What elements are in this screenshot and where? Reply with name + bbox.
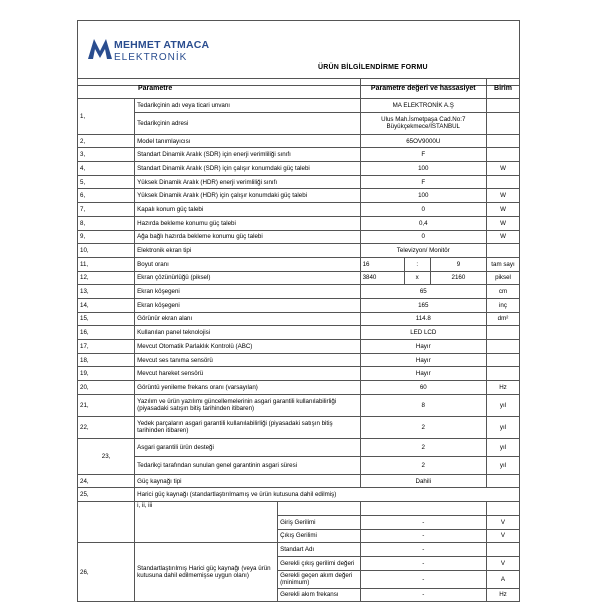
table-row [78,162,520,176]
row-unit: Hz [486,381,519,395]
table-row [78,312,520,326]
row-label: Mevcut hareket sensörü [135,367,360,381]
row-label: Mevcut Otomatik Parlaklık Kontrolü (ABC) [135,340,360,354]
table-row [78,456,520,474]
logo-line-2: ELEKTRONİK [114,52,188,63]
table-row [78,353,520,367]
row-unit: W [486,189,519,203]
row-unit: inç [486,298,519,312]
table-row [78,134,520,148]
logo-mark-icon [88,39,112,59]
row-value: 60 [360,381,486,395]
row-number: 22, [78,416,135,438]
row-number: 3, [78,148,135,162]
row-label: Tedarikçi tarafından sunulan genel garantinin asgari süresi [135,456,360,474]
row-value: 8 [360,394,486,416]
row-sub-label: i, ii, iii [135,502,278,543]
row-value: 0 [360,230,486,244]
table-row [78,112,520,134]
row-value: Dahili [360,474,486,488]
row-number: 21, [78,394,135,416]
table-header-row [78,79,520,99]
table-row [78,244,520,258]
row-value-2: 9 [430,257,486,271]
row-label: Yedek parçaların asgari garantili kullanılabilirliği (piyasadaki satışın bitiş tarihinden itibaren) [135,416,360,438]
row-label: Ekran köşegeni [135,285,360,299]
row-label: Ekran çözünürlüğü (piksel) [135,271,360,285]
row-value: 114.8 [360,312,486,326]
row-unit: W [486,216,519,230]
row-number: 17, [78,340,135,354]
table-row [78,502,520,516]
row-label: Tedarikçinin adı veya ticari unvanı [135,99,360,113]
row-value: Ulus Mah.İsmetpaşa Cad.No:7 Büyükçekmece/İSTANBUL [360,112,486,134]
row-number: 13, [78,285,135,299]
row-label: Tedarikçinin adresi [135,112,360,134]
table-row [78,148,520,162]
row-value: - [360,543,486,557]
row-unit: piksel [486,271,519,285]
table-row [78,340,520,354]
row-number: 8, [78,216,135,230]
row-label: Harici güç kaynağı (standartlaştırılmamış ve ürün kutusuna dahil edilmiş) [135,488,520,502]
row-label: Standart Adı [278,543,360,557]
row-unit: V [486,529,519,543]
row-unit: yıl [486,438,519,456]
row-value: 0,4 [360,216,486,230]
row-label: Standart Dinamik Aralık (SDR) için çalışır konumdaki güç talebi [135,162,360,176]
table-row [78,175,520,189]
row-unit: yıl [486,416,519,438]
row-label: Ağa bağlı hazırda bekleme konumu güç talebi [135,230,360,244]
row-label: Hazırda bekleme konumu güç talebi [135,216,360,230]
header-parametre: Parametre [78,79,361,99]
table-row [78,298,520,312]
table-row [78,230,520,244]
table-row [78,285,520,299]
row-label: Boyut oranı [135,257,360,271]
row-number: 14, [78,298,135,312]
row-unit: cm [486,285,519,299]
row-unit: tam sayı [486,257,519,271]
row-value: 65OV9000U [360,134,486,148]
row-number: 18, [78,353,135,367]
row-label: Elektronik ekran tipi [135,244,360,258]
row-value: 0 [360,203,486,217]
row-value: 100 [360,189,486,203]
row-number: 20, [78,381,135,395]
table-row [78,488,520,502]
row-number: 15, [78,312,135,326]
row-label: Asgari garantili ürün desteği [135,438,360,456]
row-label: Çıkış Gerilimi [278,529,360,543]
row-value: Hayır [360,367,486,381]
row-value-1: 16 [360,257,404,271]
table-row [78,203,520,217]
row-value: Televizyon/ Monitör [360,244,486,258]
table-row [78,438,520,456]
row-value: LED LCD [360,326,486,340]
row-label: Standartlaştırılmış Harici güç kaynağı (veya ürün kutusuna dahil edilmemişse uygun olanı) [135,543,278,602]
row-value: 65 [360,285,486,299]
row-unit: V [486,556,519,570]
row-number: 5, [78,175,135,189]
row-unit: V [486,515,519,529]
row-number: 26, [78,543,135,602]
row-value-1: 3840 [360,271,404,285]
row-value: - [360,588,486,602]
row-value: Hayır [360,353,486,367]
row-unit: yıl [486,394,519,416]
row-label: Yüksek Dinamik Aralık (HDR) enerji verimliliği sınıfı [135,175,360,189]
row-number: 11, [78,257,135,271]
row-value-separator: : [404,257,430,271]
row-number: 1, [78,99,135,135]
row-value: - [360,515,486,529]
row-label: Yüksek Dinamik Aralık (HDR) için çalışır konumdaki güç talebi [135,189,360,203]
row-number: 7, [78,203,135,217]
row-label: Mevcut ses tanıma sensörü [135,353,360,367]
table-row [78,326,520,340]
table-row [78,367,520,381]
table-row [78,216,520,230]
header-deger: Parametre değeri ve hassasiyet [360,79,486,99]
row-unit: W [486,162,519,176]
row-unit: dm² [486,312,519,326]
row-value-2: 2160 [430,271,486,285]
row-number: 23, [78,438,135,474]
row-label: Yazılım ve ürün yazılımı güncellemelerinin asgari garantili kullanılabilirliği (piyasadaki satışın bitiş tarihinden itibaren) [135,394,360,416]
row-label: Gerekli çıkış gerilimi değeri [278,556,360,570]
table-row [78,99,520,113]
row-value: 165 [360,298,486,312]
row-number: 4, [78,162,135,176]
row-number: 2, [78,134,135,148]
row-unit: W [486,203,519,217]
table-row [78,416,520,438]
row-label: Görünür ekran alanı [135,312,360,326]
row-value: F [360,148,486,162]
table-row [78,381,520,395]
row-unit: Hz [486,588,519,602]
row-value: 2 [360,438,486,456]
product-info-table [77,78,520,602]
row-number: 9, [78,230,135,244]
row-value: 2 [360,456,486,474]
row-number: 16, [78,326,135,340]
company-logo [88,35,228,75]
row-unit: W [486,230,519,244]
header-birim: Birim [486,79,519,99]
row-value: Hayır [360,340,486,354]
row-value: MA ELEKTRONİK A.Ş [360,99,486,113]
row-label: Ekran köşegeni [135,298,360,312]
row-label: Giriş Gerilimi [278,515,360,529]
row-value: - [360,556,486,570]
row-value: 100 [360,162,486,176]
table-row [78,271,520,285]
table-row [78,474,520,488]
table-row [78,189,520,203]
row-number: 25, [78,488,135,502]
row-label: Kapalı konum güç talebi [135,203,360,217]
form-header [77,20,520,86]
row-value: F [360,175,486,189]
row-label: Standart Dinamik Aralık (SDR) için enerji verimliliği sınıfı [135,148,360,162]
row-number: 10, [78,244,135,258]
row-label: Görüntü yenileme frekans oranı (varsayılan) [135,381,360,395]
row-label: Güç kaynağı tipi [135,474,360,488]
row-number: 6, [78,189,135,203]
table-row [78,543,520,557]
row-number: 12, [78,271,135,285]
row-value-separator: x [404,271,430,285]
table-row [78,394,520,416]
table-row [78,257,520,271]
row-unit: yıl [486,456,519,474]
row-value: - [360,570,486,588]
row-label: Gerekli akım frekansı [278,588,360,602]
row-label: Model tanımlayıcısı [135,134,360,148]
row-unit: A [486,570,519,588]
logo-line-1: MEHMET ATMACA [114,39,210,51]
row-label: Kullanılan panel teknolojisi [135,326,360,340]
row-number: 19, [78,367,135,381]
row-value: 2 [360,416,486,438]
form-title: ÜRÜN BİLGİLENDİRME FORMU [318,64,428,71]
row-number: 24, [78,474,135,488]
row-label: Gerekli geçen akım değeri (minimum) [278,570,360,588]
row-value: - [360,529,486,543]
